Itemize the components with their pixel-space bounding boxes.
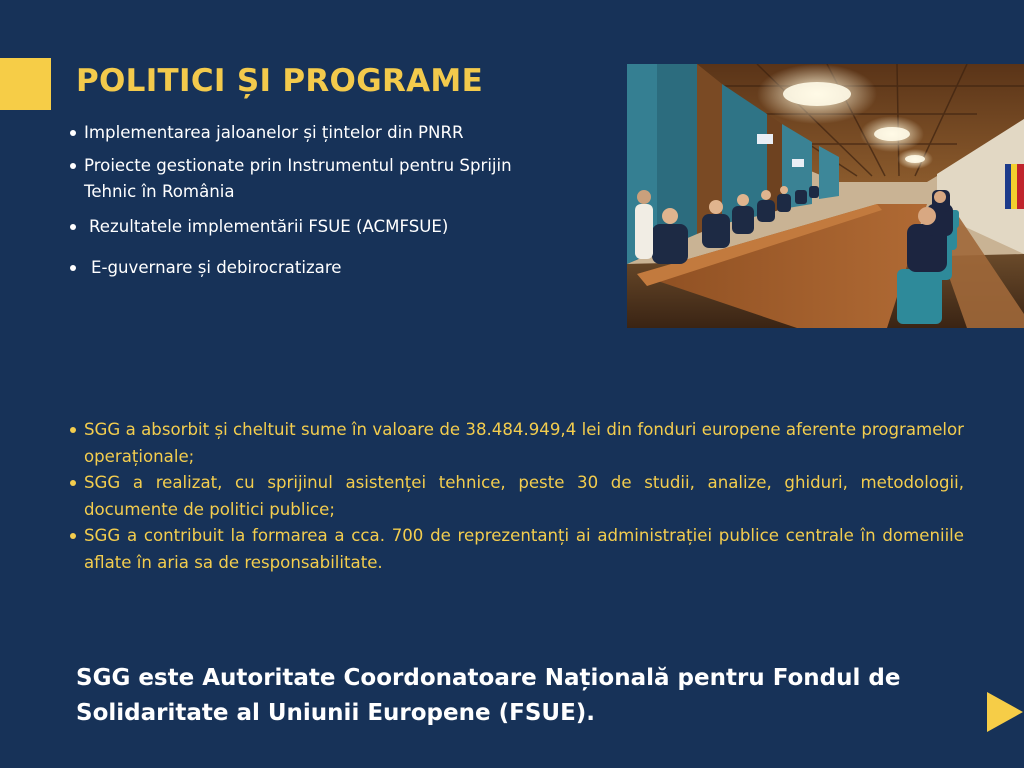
accent-square xyxy=(0,58,51,110)
footer-statement: SGG este Autoritate Coordonatoare Națională pentru Fondul de Solidaritate al Uniunii Europene (FSUE). xyxy=(76,665,901,726)
play-triangle-icon[interactable] xyxy=(987,692,1023,732)
achievement-item-funds: SGG a absorbit și cheltuit sume în valoare de 38.484.949,4 lei din fonduri europene aferente programelor operaționale; xyxy=(68,417,964,470)
meeting-room-photo-image xyxy=(627,64,1024,328)
meeting-room-photo xyxy=(627,64,1024,328)
program-item-fsue: Rezultatele implementării FSUE (ACMFSUE) xyxy=(68,214,538,240)
program-item-sprijin-tehnic: Proiecte gestionate prin Instrumentul pentru Sprijin Tehnic în România xyxy=(68,153,538,205)
program-item-e-guvernare: E-guvernare și debirocratizare xyxy=(68,255,538,281)
page-title: POLITICI ȘI PROGRAME xyxy=(76,63,484,99)
program-item-pnrr: Implementarea jaloanelor și țintelor din PNRR xyxy=(68,120,538,146)
achievement-item-training: SGG a contribuit la formarea a cca. 700 de reprezentanți ai administrației publice centrale în domeniile aflate în aria sa de responsabilitate. xyxy=(68,523,964,576)
programs-list xyxy=(68,120,538,281)
achievements-list xyxy=(68,417,964,576)
achievement-item-studies: SGG a realizat, cu sprijinul asistenței tehnice, peste 30 de studii, analize, ghiduri, metodologii, documente de politici publice; xyxy=(68,470,964,523)
